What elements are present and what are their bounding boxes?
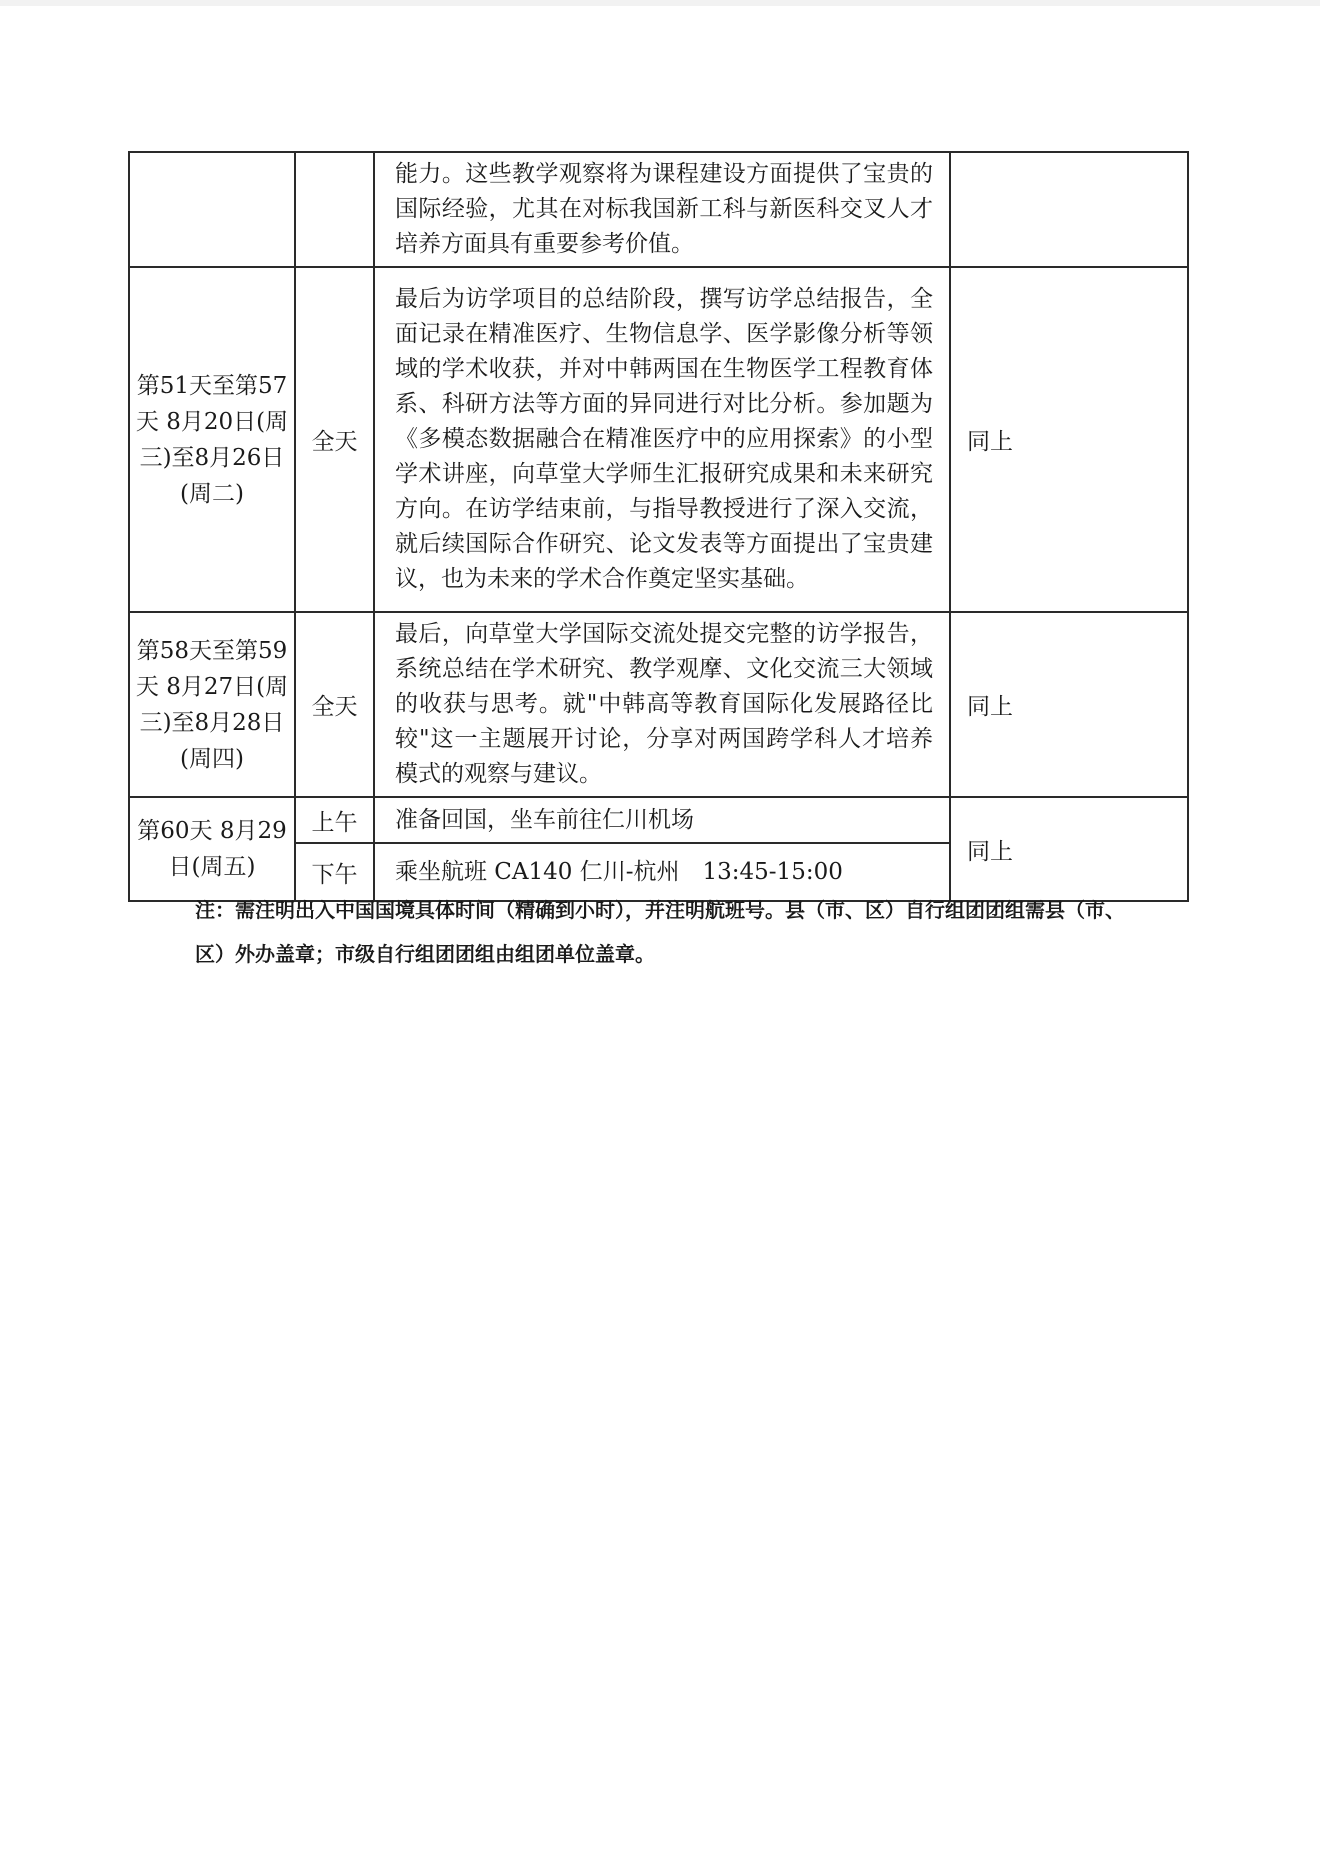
date-cell: 第60天 8月29日(周五) [129, 797, 295, 901]
scan-edge [0, 0, 1320, 6]
table-row [129, 152, 1188, 267]
time-cell [295, 152, 374, 267]
content-cell: 能力。这些教学观察将为课程建设方面提供了宝贵的国际经验，尤其在对标我国新工科与新医科交叉人才培养方面具有重要参考价值。 [374, 152, 950, 267]
date-cell: 第58天至第59天 8月27日(周三)至8月28日(周四) [129, 612, 295, 797]
table-row [129, 797, 1188, 843]
content-cell: 最后，向草堂大学国际交流处提交完整的访学报告，系统总结在学术研究、教学观摩、文化交流三大领域的收获与思考。就"中韩高等教育国际化发展路径比较"这一主题展开讨论，分享对两国跨学科人才培养模式的观察与建议。 [374, 612, 950, 797]
time-cell: 全天 [295, 612, 374, 797]
time-cell-pm: 下午 [295, 843, 374, 901]
time-cell-am: 上午 [295, 797, 374, 843]
content-cell: 最后为访学项目的总结阶段，撰写访学总结报告，全面记录在精准医疗、生物信息学、医学影像分析等领域的学术收获，并对中韩两国在生物医学工程教育体系、科研方法等方面的异同进行对比分析。参加题为《多模态数据融合在精准医疗中的应用探索》的小型学术讲座，向草堂大学师生汇报研究成果和未来研究方向。在访学结束前，与指导教授进行了深入交流，就后续国际合作研究、论文发表等方面提出了宝贵建议，也为未来的学术合作奠定坚实基础。 [374, 267, 950, 612]
time-cell: 全天 [295, 267, 374, 612]
content-cell-pm: 乘坐航班 CA140 仁川-杭州 13:45-15:00 [374, 843, 950, 901]
date-cell [129, 152, 295, 267]
content-cell-am: 准备回国，坐车前往仁川机场 [374, 797, 950, 843]
table-row [129, 612, 1188, 797]
note-cell: 同上 [950, 612, 1188, 797]
note-cell [950, 152, 1188, 267]
table-row [129, 267, 1188, 612]
note-cell: 同上 [950, 797, 1188, 901]
date-cell: 第51天至第57天 8月20日(周三)至8月26日(周二) [129, 267, 295, 612]
itinerary-table [128, 151, 1189, 902]
footnote: 注：需注明出入中国国境具体时间（精确到小时），并注明航班号。县（市、区）自行组团团组需县（市、区）外办盖章；市级自行组团团组由组团单位盖章。 [195, 898, 1125, 966]
note-cell: 同上 [950, 267, 1188, 612]
